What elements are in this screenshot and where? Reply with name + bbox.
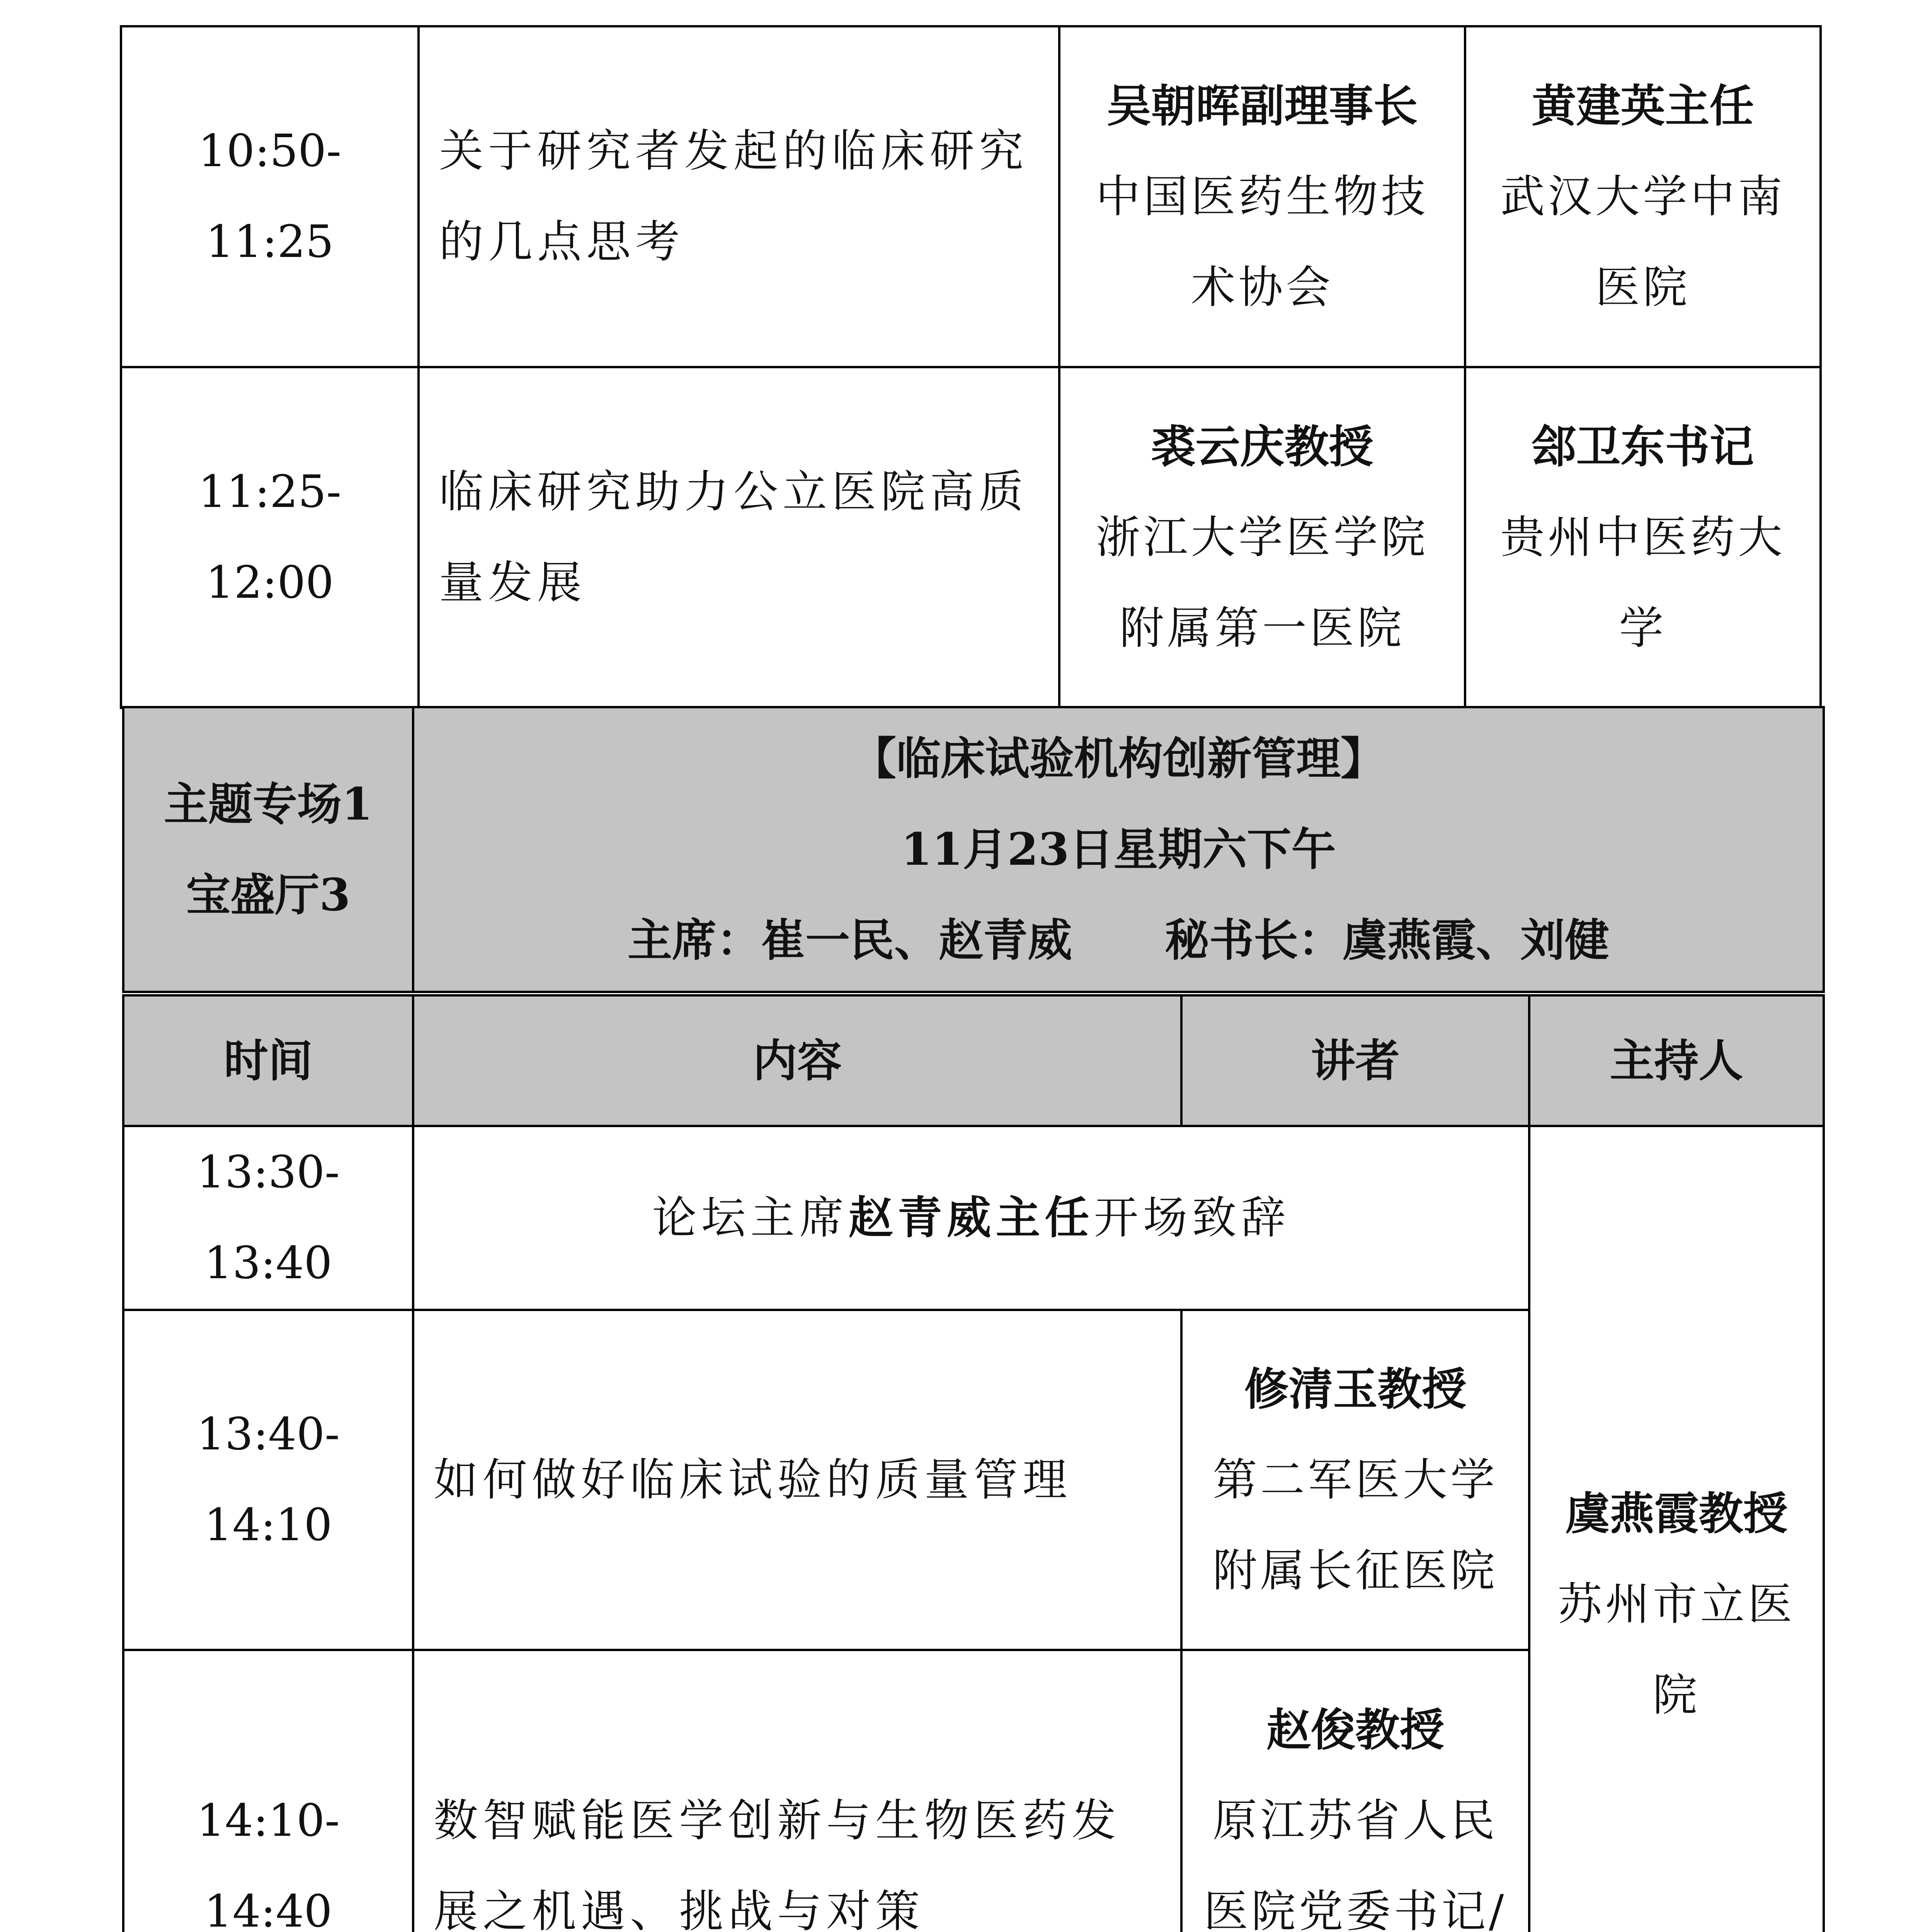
session-header-row <box>123 707 1824 992</box>
header-row <box>123 995 1824 1126</box>
time-cell: 13:40-14:10 <box>123 1310 413 1650</box>
time-cell: 10:50-11:25 <box>121 26 419 367</box>
speaker-org: 原江苏省人民医院党委书记/ <box>1203 1795 1507 1932</box>
host-cell-merged <box>1529 1126 1824 1932</box>
speaker-org: 第二军医大学附属长征医院 <box>1212 1454 1498 1597</box>
speaker-name: 裘云庆教授 <box>1151 420 1373 473</box>
opening-prefix: 论坛主席 <box>652 1192 849 1244</box>
time-cell: 14:10-14:40 <box>123 1650 413 1932</box>
session-header-table <box>122 706 1825 993</box>
session-chairs: 主席：崔一民、赵青威 <box>627 914 1072 966</box>
content-cell: 关于研究者发起的临床研究的几点思考 <box>419 26 1059 367</box>
session-officers <box>434 895 1803 986</box>
host-org: 苏州市立医院 <box>1557 1578 1795 1721</box>
content-cell: 数智赋能医学创新与生物医药发展之机遇、挑战与对策 <box>413 1650 1181 1932</box>
header-content: 内容 <box>413 995 1181 1126</box>
top-agenda-table <box>120 25 1822 709</box>
session-label <box>123 707 413 992</box>
speaker-name: 修清玉教授 <box>1244 1363 1467 1415</box>
host-name: 郐卫东书记 <box>1532 420 1754 473</box>
host-org: 武汉大学中南医院 <box>1500 170 1785 313</box>
host-cell <box>1465 26 1821 367</box>
session-info <box>413 707 1824 992</box>
speaker-name: 吴朝晖副理事长 <box>1106 80 1418 132</box>
host-org: 贵州中医药大学 <box>1500 511 1785 654</box>
speaker-cell <box>1181 1310 1529 1650</box>
content-cell: 如何做好临床试验的质量管理 <box>413 1310 1181 1650</box>
speaker-cell <box>1181 1650 1529 1932</box>
speaker-org: 中国医药生物技术协会 <box>1096 170 1429 313</box>
speaker-org: 浙江大学医学院附属第一医院 <box>1096 511 1429 654</box>
speaker-name: 赵俊教授 <box>1266 1704 1444 1756</box>
host-name: 虞燕霞教授 <box>1565 1487 1788 1540</box>
session-title: 【临床试验机构创新管理】 <box>851 733 1385 785</box>
opening-suffix: 开场致辞 <box>1094 1192 1290 1244</box>
host-name: 黄建英主任 <box>1532 80 1754 132</box>
table-row <box>121 367 1821 708</box>
session-secretaries: 秘书长：虞燕霞、刘健 <box>1165 914 1610 966</box>
host-cell <box>1465 367 1821 708</box>
session-number: 主题专场1 <box>163 778 373 830</box>
table-row <box>123 1126 1824 1310</box>
speaker-cell <box>1059 26 1465 367</box>
header-host: 主持人 <box>1529 995 1824 1126</box>
header-speaker: 讲者 <box>1181 995 1529 1126</box>
session-room: 宝盛厅3 <box>186 869 351 921</box>
time-cell: 13:30-13:40 <box>123 1126 413 1310</box>
opening-content <box>413 1126 1529 1310</box>
speaker-cell <box>1059 367 1465 708</box>
time-cell: 11:25-12:00 <box>121 367 419 708</box>
table-row <box>121 26 1821 367</box>
content-cell: 临床研究助力公立医院高质量发展 <box>419 367 1059 708</box>
session-date: 11月23日星期六下午 <box>901 823 1336 876</box>
opening-chair-name: 赵青威主任 <box>848 1192 1094 1244</box>
session-agenda-table <box>122 994 1825 1932</box>
header-time: 时间 <box>123 995 413 1126</box>
